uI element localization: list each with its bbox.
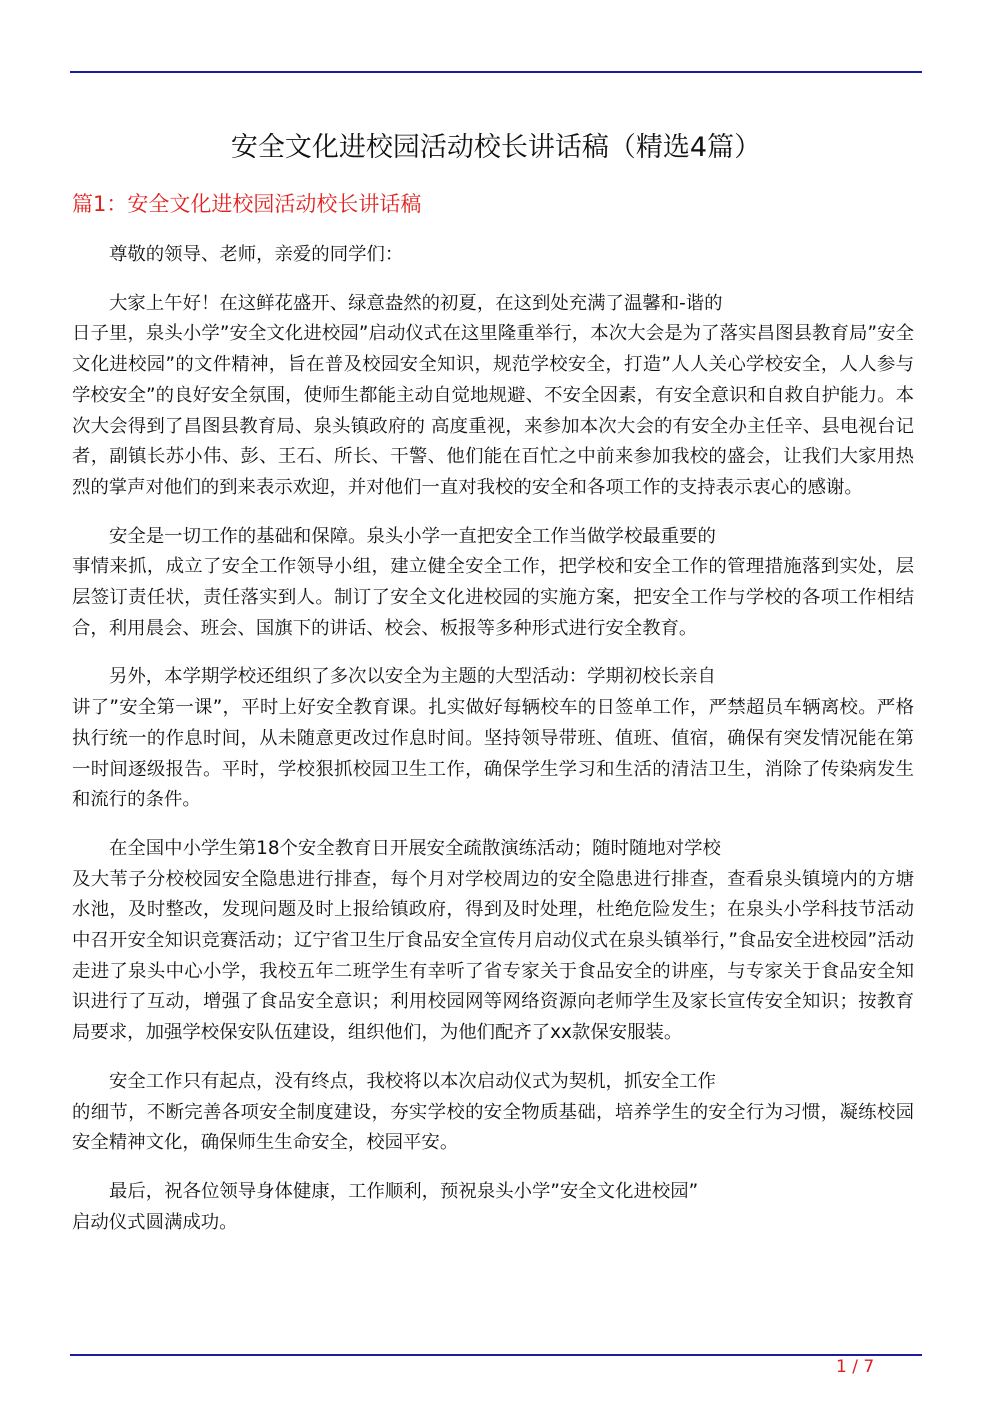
paragraph (72, 1067, 914, 1159)
paragraph (72, 522, 914, 645)
paragraph-first-line: 大家上午好！在这鲜花盛开、绿意盎然的初夏，在这到处充满了温馨和-谐的 (109, 292, 723, 314)
paragraph-text: 的细节，不断完善各项安全制度建设，夯实学校的安全物质基础，培养学生的安全行为习惯，凝练校园安全精神文化，确保师生生命安全，校园平安。 (72, 1101, 914, 1154)
page-indicator: 1 / 7 (836, 1357, 875, 1377)
paragraph-text: 及大苇子分校校园安全隐患进行排查，每个月对学校周边的安全隐患进行排查，查看泉头镇境内的方塘水池，及时整改，发现问题及时上报给镇政府，得到及时处理，杜绝危险发生；在泉头小学科技节活动中召开安全知识竞赛活动；辽宁省卫生厅食品安全宣传月启动仪式在泉头镇举行，”食品安全进校园”活动走进了泉头中心小学，我校五年二班学生有幸听了省专家关于食品安全的讲座，与专家关于食品安全知识进行了互动，增强了食品安全意识；利用校园网等网络资源向老师学生及家长宣传安全知识；按教育局要求，加强学校保安队伍建设，组织他们，为他们配齐了xx款保安服装。 (72, 868, 914, 1044)
paragraph-text: 事情来抓，成立了安全工作领导小组，建立健全安全工作，把学校和安全工作的管理措施落到实处，层层签订责任状，责任落实到人。制订了安全文化进校园的实施方案，把安全工作与学校的各项工作相结合，利用晨会、班会、国旗下的讲话、校会、板报等多种形式进行安全教育。 (72, 556, 914, 639)
document-body (72, 240, 914, 1256)
section-heading: 篇1：安全文化进校园活动校长讲话稿 (72, 192, 422, 216)
paragraph (72, 1177, 914, 1238)
paragraph (72, 289, 914, 504)
document-title: 安全文化进校园活动校长讲话稿（精选4篇） (230, 132, 762, 163)
paragraph (72, 662, 914, 816)
paragraph-first-line: 另外，本学期学校还组织了多次以安全为主题的大型活动：学期初校长亲自 (109, 666, 716, 688)
paragraph-text: 日子里，泉头小学”安全文化进校园”启动仪式在这里隆重举行，本次大会是为了落实昌图县教育局”安全文化进校园”的文件精神，旨在普及校园安全知识，规范学校安全，打造”人人关心学校安全，人人参与学校安全”的良好安全氛围，使师生都能主动自觉地规避、不安全因素，有安全意识和自救自护能力。本次大会得到了昌图县教育局、泉头镇政府的 高度重视，来参加本次大会的有安全办主任辛、县电视台记者，副镇长苏小伟、彭、王石、所长、干警、他们能在百忙之中前来参加我校的盛会，让我们大家用热烈的掌声对他们的到来表示欢迎，并对他们一直对我校的安全和各项工作的支持表示衷心的感谢。 (72, 323, 914, 498)
paragraph-first-line: 最后，祝各位领导身体健康，工作顺利，预祝泉头小学”安全文化进校园” (109, 1180, 699, 1202)
paragraph-first-line: 安全是一切工作的基础和保障。泉头小学一直把安全工作当做学校最重要的 (109, 525, 716, 547)
paragraph-text: 启动仪式圆满成功。 (72, 1211, 238, 1233)
footer-rule (70, 1354, 922, 1356)
paragraph-first-line: 在全国中小学生第18个安全教育日开展安全疏散演练活动；随时随地对学校 (109, 837, 721, 859)
paragraph-text: 讲了”安全第一课”，平时上好安全教育课。扎实做好每辆校车的日签单工作，严禁超员车辆离校。严格执行统一的作息时间，从未随意更改过作息时间。坚持领导带班、值班、值宿，确保有突发情况能在第一时间逐级报告。平时，学校狠抓校园卫生工作，确保学生学习和生活的清洁卫生，消除了传染病发生和流行的条件。 (72, 697, 914, 811)
paragraph-first-line: 安全工作只有起点，没有终点，我校将以本次启动仪式为契机，抓安全工作 (109, 1070, 716, 1092)
paragraph-first-line: 尊敬的领导、老师，亲爱的同学们： (109, 244, 404, 265)
paragraph (72, 834, 914, 1049)
header-rule (70, 71, 922, 73)
paragraph (72, 240, 914, 271)
